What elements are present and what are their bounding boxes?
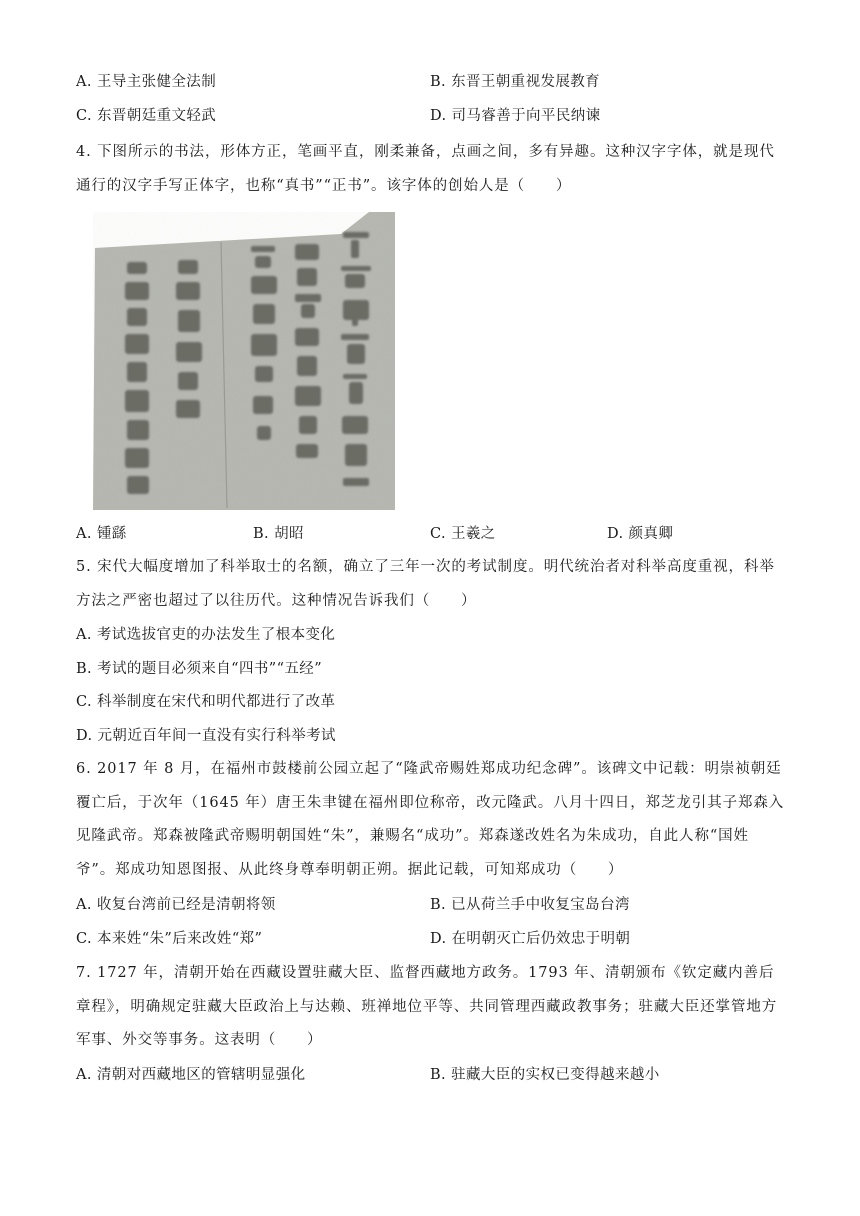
q3-option-d: D. 司马睿善于向平民纳谏: [430, 108, 601, 124]
q7-stem: 7. 1727 年，清朝开始在西藏设置驻藏大臣、监督西藏地方政务。1793 年、清朝颁布《钦定藏内善后章程》，明确规定驻藏大臣政治上与达赖、班禅地位平等、共同管理西藏政教事务；驻藏大臣还掌管地方军事、外交等事务。这表明（ ）: [76, 965, 778, 1048]
q4-option-a: A. 锺繇: [76, 526, 127, 542]
q6-option-a: A. 收复台湾前已经是清朝将领: [76, 897, 276, 913]
q4-option-b: B. 胡昭: [253, 526, 304, 542]
q4-option-c: C. 王羲之: [430, 526, 496, 542]
q3-option-a: A. 王导主张健全法制: [76, 74, 217, 90]
q5-option-b: B. 考试的题目必须来自“四书”“五经”: [76, 661, 323, 677]
q3-option-c: C. 东晋朝廷重文轻武: [76, 108, 217, 124]
q5-option-a: A. 考试选拔官吏的办法发生了根本变化: [76, 627, 336, 643]
q5-stem: 5. 宋代大幅度增加了科举取士的名额，确立了三年一次的考试制度。明代统治者对科举高度重视，科举方法之严密也超过了以往历代。这种情况告诉我们（ ）: [76, 559, 775, 609]
q6-option-c: C. 本来姓“朱”后来改姓“郑”: [76, 931, 263, 947]
q5-option-d: D. 元朝近百年间一直没有实行科举考试: [76, 728, 336, 744]
q7-option-a: A. 清朝对西藏地区的管辖明显强化: [76, 1067, 306, 1083]
q6-stem: 6. 2017 年 8 月，在福州市鼓楼前公园立起了“隆武帝赐姓郑成功纪念碑”。该碑文中记载：明崇祯朝廷覆亡后，于次年（1645 年）唐王朱聿键在福州即位称帝，改元隆武。八月十四日，郑芝龙引其子郑森入见隆武帝。郑森被隆武帝赐明朝国姓“朱”，兼赐名“成功”。郑森遂改姓名为朱成功，自此人称“国姓爷”。郑成功知恩图报、从此终身尊奉明朝正朔。据此记载，可知郑成功（ ）: [76, 761, 785, 878]
q6-option-b: B. 已从荷兰手中收复宝岛台湾: [430, 897, 630, 913]
q7-option-b: B. 驻藏大臣的实权已变得越来越小: [430, 1067, 660, 1083]
q3-option-b: B. 东晋王朝重视发展教育: [430, 74, 601, 90]
q4-stem: 4. 下图所示的书法，形体方正，笔画平直，刚柔兼备，点画之间，多有异趣。这种汉字字体，就是现代通行的汉字手写正体字，也称“真书”“正书”。该字体的创始人是（ ）: [76, 144, 775, 194]
q5-option-c: C. 科举制度在宋代和明代都进行了改革: [76, 694, 336, 710]
calligraphy-image: [93, 212, 395, 510]
q4-option-d: D. 颜真卿: [607, 526, 674, 542]
q6-option-d: D. 在明朝灭亡后仍效忠于明朝: [430, 931, 631, 947]
